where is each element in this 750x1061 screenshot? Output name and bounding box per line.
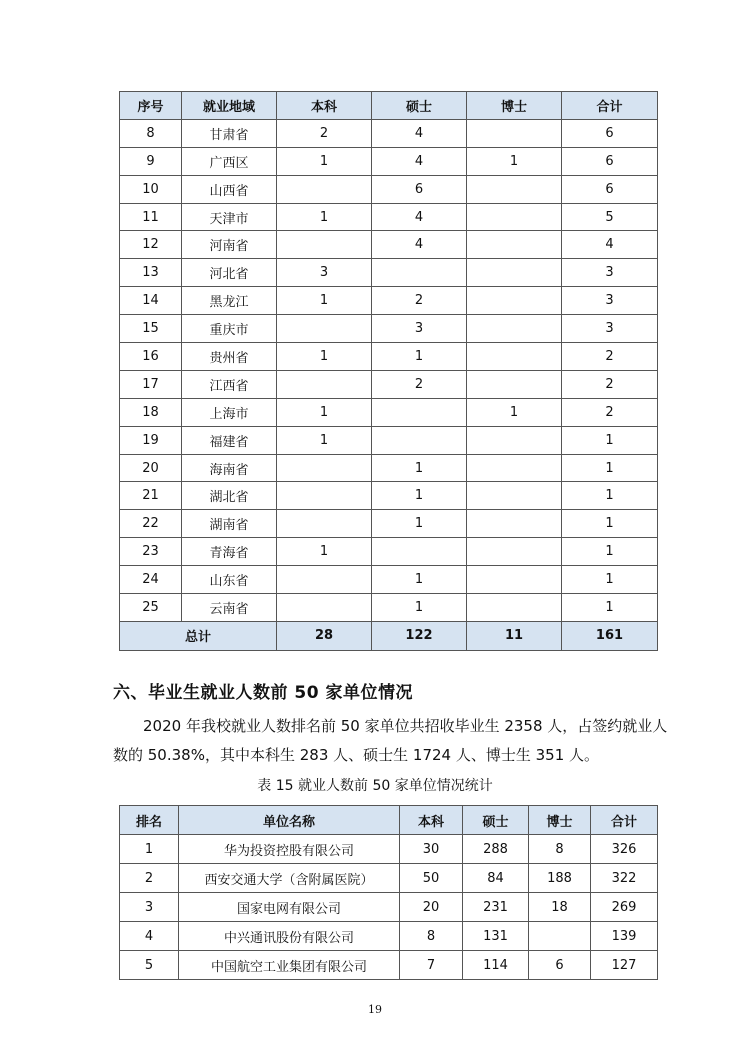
table-cell xyxy=(372,259,467,287)
table-cell: 139 xyxy=(591,922,658,951)
table-cell: 1 xyxy=(277,398,372,426)
table-cell: 25 xyxy=(120,594,182,622)
header-cell: 硕士 xyxy=(463,806,529,835)
table-cell: 12 xyxy=(120,231,182,259)
table-row xyxy=(120,922,658,951)
page-number: 19 xyxy=(368,1003,382,1016)
table-cell: 188 xyxy=(529,864,591,893)
total-row xyxy=(120,621,658,650)
table-row xyxy=(120,147,658,175)
table-cell: 2 xyxy=(562,370,658,398)
table-cell: 20 xyxy=(400,893,463,922)
table-cell: 3 xyxy=(562,259,658,287)
table-cell: 8 xyxy=(120,119,182,147)
table-cell: 2 xyxy=(562,343,658,371)
table-cell xyxy=(467,315,562,343)
table-cell: 4 xyxy=(372,147,467,175)
table-cell xyxy=(467,343,562,371)
table-cell: 4 xyxy=(120,922,179,951)
table-row xyxy=(120,426,658,454)
table-cell: 1 xyxy=(372,510,467,538)
table-cell: 国家电网有限公司 xyxy=(179,893,400,922)
table-cell: 6 xyxy=(372,175,467,203)
table-cell: 269 xyxy=(591,893,658,922)
table-cell xyxy=(467,510,562,538)
table-cell: 322 xyxy=(591,864,658,893)
table-cell: 1 xyxy=(277,287,372,315)
table-cell xyxy=(467,259,562,287)
header-cell: 序号 xyxy=(120,92,182,120)
table-cell: 14 xyxy=(120,287,182,315)
table-cell: 2 xyxy=(562,398,658,426)
table-cell xyxy=(467,538,562,566)
table-cell: 黑龙江 xyxy=(182,287,277,315)
header-cell: 合计 xyxy=(591,806,658,835)
table-cell: 2 xyxy=(372,370,467,398)
table-cell: 2 xyxy=(277,119,372,147)
table-cell: 江西省 xyxy=(182,370,277,398)
table-row xyxy=(120,510,658,538)
table-row xyxy=(120,231,658,259)
table-cell: 3 xyxy=(372,315,467,343)
table-cell xyxy=(467,454,562,482)
table-cell: 1 xyxy=(277,538,372,566)
table-cell xyxy=(277,566,372,594)
table-cell: 1 xyxy=(467,398,562,426)
table-cell: 326 xyxy=(591,835,658,864)
table-cell: 22 xyxy=(120,510,182,538)
table-cell: 4 xyxy=(372,231,467,259)
table-cell: 6 xyxy=(562,175,658,203)
table-cell xyxy=(467,175,562,203)
table-cell: 海南省 xyxy=(182,454,277,482)
table-row xyxy=(120,594,658,622)
header-cell: 合计 xyxy=(562,92,658,120)
header-cell: 硕士 xyxy=(372,92,467,120)
table-cell: 甘肃省 xyxy=(182,119,277,147)
table-cell: 231 xyxy=(463,893,529,922)
table-cell: 9 xyxy=(120,147,182,175)
table-cell: 1 xyxy=(562,538,658,566)
table-cell xyxy=(277,175,372,203)
header-cell: 排名 xyxy=(120,806,179,835)
total-heji: 161 xyxy=(562,621,658,650)
table-cell: 17 xyxy=(120,370,182,398)
table-cell: 6 xyxy=(562,119,658,147)
table-cell xyxy=(467,203,562,231)
table-row xyxy=(120,893,658,922)
table-cell: 127 xyxy=(591,951,658,980)
table-cell: 50 xyxy=(400,864,463,893)
table-cell xyxy=(467,566,562,594)
table-cell: 西安交通大学（含附属医院） xyxy=(179,864,400,893)
table-cell: 重庆市 xyxy=(182,315,277,343)
table-cell: 山东省 xyxy=(182,566,277,594)
table-cell xyxy=(372,538,467,566)
header-cell: 本科 xyxy=(277,92,372,120)
table-cell: 3 xyxy=(562,287,658,315)
total-label: 总计 xyxy=(120,621,277,650)
table-cell: 1 xyxy=(562,454,658,482)
table-header-row xyxy=(120,92,658,120)
table-cell: 4 xyxy=(562,231,658,259)
table-cell: 4 xyxy=(372,203,467,231)
table-cell: 3 xyxy=(120,893,179,922)
table-row xyxy=(120,951,658,980)
table-cell xyxy=(467,231,562,259)
table-row xyxy=(120,454,658,482)
table-cell: 中国航空工业集团有限公司 xyxy=(179,951,400,980)
table-cell: 6 xyxy=(562,147,658,175)
table-cell: 24 xyxy=(120,566,182,594)
table-cell xyxy=(372,426,467,454)
table-cell: 2 xyxy=(120,864,179,893)
table-cell: 1 xyxy=(562,510,658,538)
table-cell xyxy=(467,594,562,622)
header-cell: 博士 xyxy=(529,806,591,835)
table-row xyxy=(120,259,658,287)
table-caption: 表 15 就业人数前 50 家单位情况统计 xyxy=(257,778,493,794)
table-header-row xyxy=(120,806,658,835)
total-benke: 28 xyxy=(277,621,372,650)
table-cell: 23 xyxy=(120,538,182,566)
table-cell xyxy=(467,370,562,398)
table-cell: 1 xyxy=(372,594,467,622)
section-title: 六、毕业生就业人数前 50 家单位情况 xyxy=(113,683,413,703)
table-cell: 天津市 xyxy=(182,203,277,231)
table-cell xyxy=(277,231,372,259)
table-cell xyxy=(467,119,562,147)
table-cell: 福建省 xyxy=(182,426,277,454)
companies-table xyxy=(119,805,658,980)
total-boshi: 11 xyxy=(467,621,562,650)
table-cell: 中兴通讯股份有限公司 xyxy=(179,922,400,951)
table-cell: 21 xyxy=(120,482,182,510)
table-cell: 13 xyxy=(120,259,182,287)
table-cell xyxy=(277,454,372,482)
header-cell: 博士 xyxy=(467,92,562,120)
table-cell: 1 xyxy=(562,594,658,622)
table-cell: 1 xyxy=(372,566,467,594)
table-cell: 5 xyxy=(562,203,658,231)
table-cell: 1 xyxy=(120,835,179,864)
table-cell: 华为投资控股有限公司 xyxy=(179,835,400,864)
table-cell: 贵州省 xyxy=(182,343,277,371)
table-cell: 4 xyxy=(372,119,467,147)
header-cell: 本科 xyxy=(400,806,463,835)
table-cell: 青海省 xyxy=(182,538,277,566)
table-row xyxy=(120,315,658,343)
table-cell: 1 xyxy=(562,566,658,594)
table-cell: 3 xyxy=(562,315,658,343)
table-row xyxy=(120,398,658,426)
table-cell: 广西区 xyxy=(182,147,277,175)
table-cell xyxy=(277,482,372,510)
table-cell: 2 xyxy=(372,287,467,315)
table-cell: 1 xyxy=(277,426,372,454)
table-row xyxy=(120,864,658,893)
table-cell: 18 xyxy=(120,398,182,426)
table-row xyxy=(120,370,658,398)
table-cell: 30 xyxy=(400,835,463,864)
body-paragraph: 2020 年我校就业人数排名前 50 家单位共招收毕业生 2358 人，占签约就业人数的 50.38%，其中本科生 283 人、硕士生 1724 人、博士生 351 人。 xyxy=(113,717,668,764)
table-cell: 湖北省 xyxy=(182,482,277,510)
table-cell: 15 xyxy=(120,315,182,343)
table-cell: 7 xyxy=(400,951,463,980)
table-cell xyxy=(277,594,372,622)
table-cell xyxy=(467,426,562,454)
table-cell: 1 xyxy=(562,426,658,454)
table-cell xyxy=(277,510,372,538)
header-cell: 就业地域 xyxy=(182,92,277,120)
table-cell: 1 xyxy=(372,454,467,482)
table-cell: 1 xyxy=(467,147,562,175)
table-cell: 114 xyxy=(463,951,529,980)
table-cell: 山西省 xyxy=(182,175,277,203)
table-row xyxy=(120,287,658,315)
table-cell xyxy=(529,922,591,951)
table-cell: 84 xyxy=(463,864,529,893)
table-row xyxy=(120,482,658,510)
table-cell xyxy=(467,482,562,510)
table-row xyxy=(120,835,658,864)
table-cell: 上海市 xyxy=(182,398,277,426)
table-cell: 1 xyxy=(277,343,372,371)
total-shuoshi: 122 xyxy=(372,621,467,650)
table-cell: 19 xyxy=(120,426,182,454)
table-cell: 8 xyxy=(529,835,591,864)
table-cell xyxy=(277,315,372,343)
table-cell: 131 xyxy=(463,922,529,951)
table-cell: 3 xyxy=(277,259,372,287)
table-cell: 16 xyxy=(120,343,182,371)
table-row xyxy=(120,203,658,231)
table-cell: 5 xyxy=(120,951,179,980)
header-cell: 单位名称 xyxy=(179,806,400,835)
table-row xyxy=(120,175,658,203)
table-cell: 河南省 xyxy=(182,231,277,259)
table-cell: 288 xyxy=(463,835,529,864)
table-cell: 20 xyxy=(120,454,182,482)
table-row xyxy=(120,343,658,371)
table-row xyxy=(120,538,658,566)
table-cell: 1 xyxy=(562,482,658,510)
table-cell xyxy=(372,398,467,426)
table-cell: 河北省 xyxy=(182,259,277,287)
companies-table-body xyxy=(120,835,658,980)
table-cell: 10 xyxy=(120,175,182,203)
table-cell: 18 xyxy=(529,893,591,922)
table-cell: 11 xyxy=(120,203,182,231)
table-row xyxy=(120,119,658,147)
table-row xyxy=(120,566,658,594)
table-cell: 8 xyxy=(400,922,463,951)
table-cell: 1 xyxy=(277,203,372,231)
regions-table-body xyxy=(120,119,658,621)
table-cell: 1 xyxy=(372,343,467,371)
table-cell xyxy=(467,287,562,315)
table-cell: 6 xyxy=(529,951,591,980)
table-cell xyxy=(277,370,372,398)
table-cell: 1 xyxy=(277,147,372,175)
table-cell: 1 xyxy=(372,482,467,510)
regions-table xyxy=(119,91,658,651)
table-cell: 湖南省 xyxy=(182,510,277,538)
table-cell: 云南省 xyxy=(182,594,277,622)
